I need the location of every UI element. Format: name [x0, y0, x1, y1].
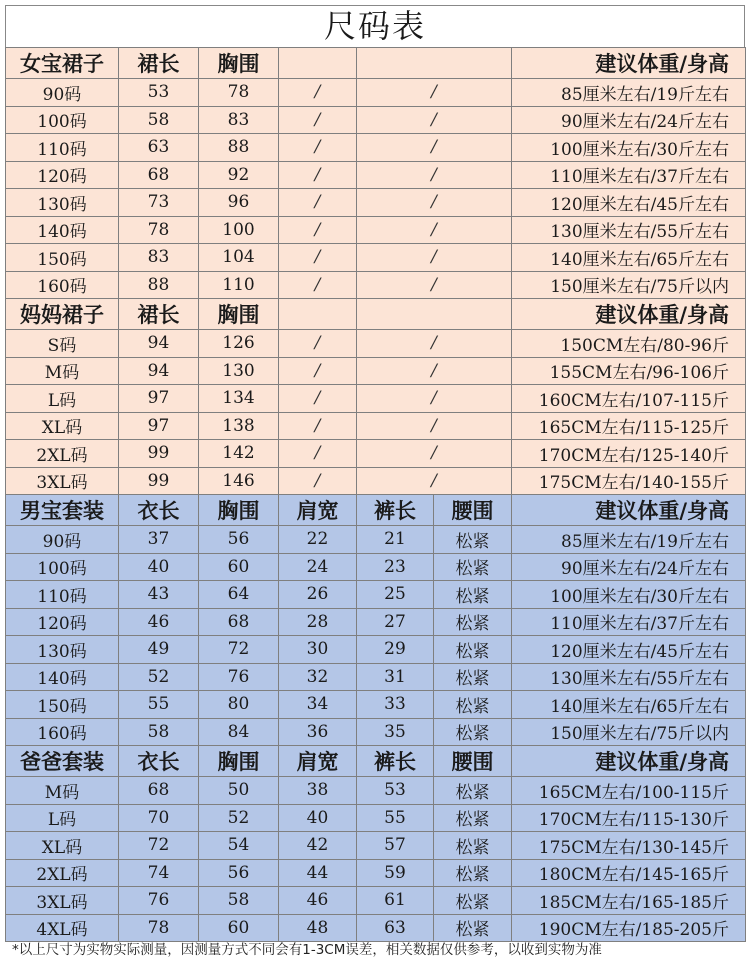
- measurement-cell: 100: [199, 216, 279, 244]
- measurement-cell: 松紧: [434, 691, 512, 719]
- recommended-fit: 150CM左右/80-96斤: [512, 330, 746, 358]
- measurement-cell: 松紧: [434, 718, 512, 746]
- table-row: [6, 608, 746, 636]
- size-label: 4XL码: [6, 914, 119, 942]
- measurement-cell: 97: [119, 385, 199, 413]
- measurement-cell: /: [357, 467, 512, 495]
- measurement-cell: /: [279, 216, 357, 244]
- measurement-cell: 31: [357, 663, 434, 691]
- column-header: 肩宽: [279, 495, 357, 526]
- size-label: 150码: [6, 244, 119, 272]
- size-label: 2XL码: [6, 859, 119, 887]
- measurement-cell: 80: [199, 691, 279, 719]
- measurement-cell: 70: [119, 804, 199, 832]
- size-label: 160码: [6, 271, 119, 299]
- table-row: [6, 777, 746, 805]
- recommended-fit: 90厘米左右/24斤左右: [512, 553, 746, 581]
- size-label: M码: [6, 357, 119, 385]
- measurement-cell: /: [357, 357, 512, 385]
- section-header-row: [6, 48, 746, 79]
- measurement-cell: 松紧: [434, 914, 512, 942]
- size-label: 150码: [6, 691, 119, 719]
- measurement-cell: 134: [199, 385, 279, 413]
- measurement-cell: 55: [119, 691, 199, 719]
- measurement-cell: /: [279, 440, 357, 468]
- measurement-cell: 142: [199, 440, 279, 468]
- measurement-cell: 74: [119, 859, 199, 887]
- size-table-body: [6, 48, 746, 942]
- measurement-cell: 46: [119, 608, 199, 636]
- measurement-cell: 92: [199, 161, 279, 189]
- measurement-cell: 44: [279, 859, 357, 887]
- size-label: 90码: [6, 79, 119, 107]
- measurement-cell: /: [279, 385, 357, 413]
- column-header: 裙长: [119, 48, 199, 79]
- measurement-cell: 68: [119, 777, 199, 805]
- measurement-cell: 松紧: [434, 804, 512, 832]
- section-header-row: [6, 299, 746, 330]
- column-header: 建议体重/身高: [512, 495, 746, 526]
- column-header: 胸围: [199, 746, 279, 777]
- measurement-cell: 松紧: [434, 636, 512, 664]
- column-header: 胸围: [199, 495, 279, 526]
- measurement-cell: 49: [119, 636, 199, 664]
- measurement-cell: 松紧: [434, 553, 512, 581]
- measurement-cell: 松紧: [434, 887, 512, 915]
- measurement-cell: 68: [119, 161, 199, 189]
- table-row: [6, 887, 746, 915]
- recommended-fit: 190CM左右/185-205斤: [512, 914, 746, 942]
- recommended-fit: 100厘米左右/30斤左右: [512, 134, 746, 162]
- size-label: 2XL码: [6, 440, 119, 468]
- size-chart: [5, 5, 745, 942]
- measurement-cell: /: [279, 189, 357, 217]
- measurement-cell: 43: [119, 581, 199, 609]
- size-label: S码: [6, 330, 119, 358]
- measurement-cell: 53: [119, 79, 199, 107]
- column-header: 裤长: [357, 746, 434, 777]
- recommended-fit: 155CM左右/96-106斤: [512, 357, 746, 385]
- measurement-cell: 78: [199, 79, 279, 107]
- recommended-fit: 150厘米左右/75斤以内: [512, 718, 746, 746]
- table-row: [6, 440, 746, 468]
- section-header-row: [6, 495, 746, 526]
- column-header: 腰围: [434, 746, 512, 777]
- measurement-cell: 26: [279, 581, 357, 609]
- size-label: L码: [6, 804, 119, 832]
- recommended-fit: 90厘米左右/24斤左右: [512, 106, 746, 134]
- measurement-cell: 松紧: [434, 608, 512, 636]
- measurement-cell: /: [279, 412, 357, 440]
- measurement-cell: 64: [199, 581, 279, 609]
- measurement-cell: /: [357, 189, 512, 217]
- measurement-cell: /: [357, 244, 512, 272]
- table-row: [6, 134, 746, 162]
- measurement-cell: 68: [199, 608, 279, 636]
- column-header: 裙长: [119, 299, 199, 330]
- measurement-cell: /: [357, 106, 512, 134]
- table-row: [6, 526, 746, 554]
- column-header: 胸围: [199, 48, 279, 79]
- measurement-cell: 56: [199, 859, 279, 887]
- table-row: [6, 161, 746, 189]
- measurement-cell: /: [279, 134, 357, 162]
- measurement-cell: 60: [199, 914, 279, 942]
- measurement-cell: 松紧: [434, 526, 512, 554]
- recommended-fit: 120厘米左右/45斤左右: [512, 189, 746, 217]
- measurement-cell: 63: [357, 914, 434, 942]
- column-header: [357, 48, 512, 79]
- recommended-fit: 100厘米左右/30斤左右: [512, 581, 746, 609]
- column-header: [357, 299, 512, 330]
- measurement-cell: /: [279, 244, 357, 272]
- measurement-cell: 84: [199, 718, 279, 746]
- size-label: 100码: [6, 106, 119, 134]
- measurement-cell: 33: [357, 691, 434, 719]
- measurement-cell: 32: [279, 663, 357, 691]
- measurement-cell: 130: [199, 357, 279, 385]
- size-label: 3XL码: [6, 467, 119, 495]
- measurement-cell: 22: [279, 526, 357, 554]
- measurement-cell: 88: [119, 271, 199, 299]
- measurement-cell: 88: [199, 134, 279, 162]
- table-row: [6, 244, 746, 272]
- column-header: 建议体重/身高: [512, 746, 746, 777]
- measurement-cell: 110: [199, 271, 279, 299]
- measurement-cell: 28: [279, 608, 357, 636]
- recommended-fit: 170CM左右/115-130斤: [512, 804, 746, 832]
- measurement-cell: 104: [199, 244, 279, 272]
- table-row: [6, 832, 746, 860]
- measurement-cell: 松紧: [434, 832, 512, 860]
- size-label: XL码: [6, 832, 119, 860]
- measurement-cell: 松紧: [434, 663, 512, 691]
- footnote: *以上尺寸为实物实际测量，因测量方式不同会有1-3CM误差，相关数据仅供参考，以收到实物为准: [12, 942, 602, 958]
- column-header: 腰围: [434, 495, 512, 526]
- size-label: 90码: [6, 526, 119, 554]
- measurement-cell: 78: [119, 914, 199, 942]
- recommended-fit: 180CM左右/145-165斤: [512, 859, 746, 887]
- measurement-cell: /: [357, 440, 512, 468]
- measurement-cell: 37: [119, 526, 199, 554]
- size-label: 120码: [6, 608, 119, 636]
- measurement-cell: 138: [199, 412, 279, 440]
- column-header: 胸围: [199, 299, 279, 330]
- recommended-fit: 165CM左右/115-125斤: [512, 412, 746, 440]
- measurement-cell: 73: [119, 189, 199, 217]
- column-header: 建议体重/身高: [512, 299, 746, 330]
- measurement-cell: 53: [357, 777, 434, 805]
- measurement-cell: /: [357, 134, 512, 162]
- table-row: [6, 357, 746, 385]
- measurement-cell: /: [279, 79, 357, 107]
- column-header: 肩宽: [279, 746, 357, 777]
- measurement-cell: 146: [199, 467, 279, 495]
- measurement-cell: 40: [279, 804, 357, 832]
- measurement-cell: 松紧: [434, 777, 512, 805]
- table-row: [6, 216, 746, 244]
- section-title: 爸爸套装: [6, 746, 119, 777]
- measurement-cell: 57: [357, 832, 434, 860]
- recommended-fit: 130厘米左右/55斤左右: [512, 663, 746, 691]
- measurement-cell: /: [357, 271, 512, 299]
- table-row: [6, 663, 746, 691]
- measurement-cell: /: [279, 271, 357, 299]
- table-row: [6, 636, 746, 664]
- measurement-cell: 36: [279, 718, 357, 746]
- measurement-cell: 52: [199, 804, 279, 832]
- measurement-cell: 42: [279, 832, 357, 860]
- measurement-cell: /: [357, 216, 512, 244]
- size-table: [5, 47, 746, 942]
- table-row: [6, 718, 746, 746]
- recommended-fit: 120厘米左右/45斤左右: [512, 636, 746, 664]
- size-label: 100码: [6, 553, 119, 581]
- column-header: [279, 48, 357, 79]
- measurement-cell: 58: [119, 106, 199, 134]
- measurement-cell: 40: [119, 553, 199, 581]
- measurement-cell: 72: [199, 636, 279, 664]
- measurement-cell: 35: [357, 718, 434, 746]
- size-label: 120码: [6, 161, 119, 189]
- size-label: 3XL码: [6, 887, 119, 915]
- measurement-cell: /: [357, 79, 512, 107]
- table-row: [6, 412, 746, 440]
- measurement-cell: 25: [357, 581, 434, 609]
- table-row: [6, 385, 746, 413]
- measurement-cell: 54: [199, 832, 279, 860]
- measurement-cell: 38: [279, 777, 357, 805]
- measurement-cell: /: [279, 467, 357, 495]
- measurement-cell: /: [279, 330, 357, 358]
- measurement-cell: 78: [119, 216, 199, 244]
- measurement-cell: /: [279, 161, 357, 189]
- size-label: XL码: [6, 412, 119, 440]
- size-label: L码: [6, 385, 119, 413]
- recommended-fit: 170CM左右/125-140斤: [512, 440, 746, 468]
- recommended-fit: 110厘米左右/37斤左右: [512, 161, 746, 189]
- measurement-cell: 96: [199, 189, 279, 217]
- recommended-fit: 85厘米左右/19斤左右: [512, 526, 746, 554]
- measurement-cell: 34: [279, 691, 357, 719]
- measurement-cell: 50: [199, 777, 279, 805]
- measurement-cell: /: [357, 385, 512, 413]
- recommended-fit: 85厘米左右/19斤左右: [512, 79, 746, 107]
- recommended-fit: 150厘米左右/75斤以内: [512, 271, 746, 299]
- recommended-fit: 140厘米左右/65斤左右: [512, 691, 746, 719]
- recommended-fit: 160CM左右/107-115斤: [512, 385, 746, 413]
- measurement-cell: 56: [199, 526, 279, 554]
- size-label: 130码: [6, 189, 119, 217]
- table-row: [6, 553, 746, 581]
- section-title: 男宝套装: [6, 495, 119, 526]
- size-label: 130码: [6, 636, 119, 664]
- size-label: 160码: [6, 718, 119, 746]
- measurement-cell: 23: [357, 553, 434, 581]
- table-row: [6, 581, 746, 609]
- measurement-cell: /: [357, 161, 512, 189]
- measurement-cell: /: [357, 412, 512, 440]
- page-title: 尺码表: [5, 5, 745, 47]
- measurement-cell: 126: [199, 330, 279, 358]
- measurement-cell: /: [357, 330, 512, 358]
- measurement-cell: /: [279, 106, 357, 134]
- measurement-cell: 52: [119, 663, 199, 691]
- table-row: [6, 467, 746, 495]
- section-title: 女宝裙子: [6, 48, 119, 79]
- measurement-cell: 94: [119, 357, 199, 385]
- recommended-fit: 175CM左右/140-155斤: [512, 467, 746, 495]
- size-label: 140码: [6, 216, 119, 244]
- column-header: [279, 299, 357, 330]
- measurement-cell: 99: [119, 467, 199, 495]
- table-row: [6, 330, 746, 358]
- measurement-cell: 48: [279, 914, 357, 942]
- column-header: 建议体重/身高: [512, 48, 746, 79]
- measurement-cell: 58: [199, 887, 279, 915]
- measurement-cell: 83: [199, 106, 279, 134]
- measurement-cell: 27: [357, 608, 434, 636]
- table-row: [6, 691, 746, 719]
- table-row: [6, 79, 746, 107]
- section-header-row: [6, 746, 746, 777]
- measurement-cell: 59: [357, 859, 434, 887]
- measurement-cell: 21: [357, 526, 434, 554]
- recommended-fit: 175CM左右/130-145斤: [512, 832, 746, 860]
- size-label: M码: [6, 777, 119, 805]
- column-header: 衣长: [119, 746, 199, 777]
- measurement-cell: /: [279, 357, 357, 385]
- measurement-cell: 99: [119, 440, 199, 468]
- measurement-cell: 61: [357, 887, 434, 915]
- table-row: [6, 859, 746, 887]
- size-label: 110码: [6, 581, 119, 609]
- measurement-cell: 63: [119, 134, 199, 162]
- recommended-fit: 130厘米左右/55斤左右: [512, 216, 746, 244]
- measurement-cell: 94: [119, 330, 199, 358]
- measurement-cell: 97: [119, 412, 199, 440]
- recommended-fit: 185CM左右/165-185斤: [512, 887, 746, 915]
- measurement-cell: 29: [357, 636, 434, 664]
- recommended-fit: 110厘米左右/37斤左右: [512, 608, 746, 636]
- measurement-cell: 30: [279, 636, 357, 664]
- measurement-cell: 58: [119, 718, 199, 746]
- measurement-cell: 76: [199, 663, 279, 691]
- measurement-cell: 24: [279, 553, 357, 581]
- measurement-cell: 76: [119, 887, 199, 915]
- table-row: [6, 106, 746, 134]
- section-title: 妈妈裙子: [6, 299, 119, 330]
- measurement-cell: 72: [119, 832, 199, 860]
- size-label: 140码: [6, 663, 119, 691]
- measurement-cell: 55: [357, 804, 434, 832]
- table-row: [6, 271, 746, 299]
- column-header: 裤长: [357, 495, 434, 526]
- recommended-fit: 140厘米左右/65斤左右: [512, 244, 746, 272]
- measurement-cell: 60: [199, 553, 279, 581]
- recommended-fit: 165CM左右/100-115斤: [512, 777, 746, 805]
- measurement-cell: 83: [119, 244, 199, 272]
- measurement-cell: 松紧: [434, 859, 512, 887]
- column-header: 衣长: [119, 495, 199, 526]
- table-row: [6, 189, 746, 217]
- measurement-cell: 46: [279, 887, 357, 915]
- table-row: [6, 804, 746, 832]
- measurement-cell: 松紧: [434, 581, 512, 609]
- size-label: 110码: [6, 134, 119, 162]
